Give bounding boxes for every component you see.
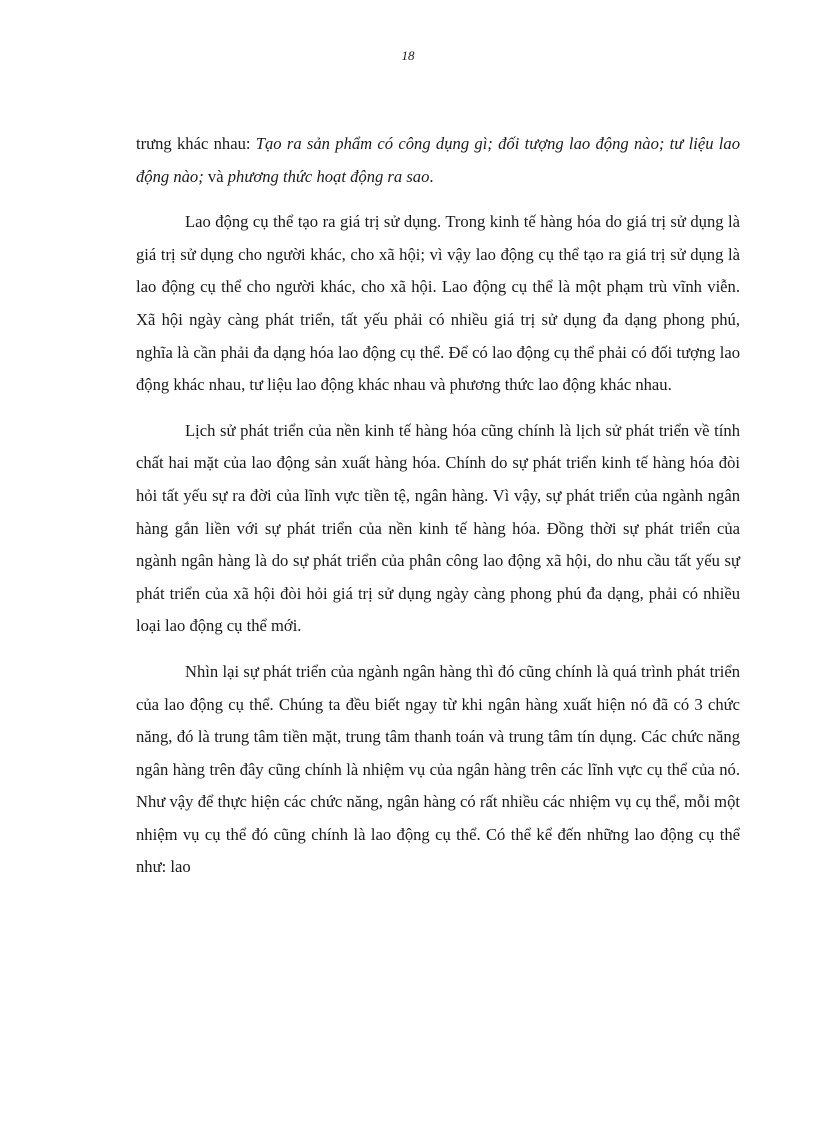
paragraph-1 [136,128,740,193]
body-text [136,128,740,884]
text-segment: Lịch sử phát triển của nền kinh tế hàng hóa cũng chính là lịch sử phát triển về tính chất hai mặt của lao động sản xuất hàng hóa. Chính do sự phát triển kinh tế hàng hóa đòi hỏi tất yếu sự ra đời của lĩnh vực tiền tệ, ngân hàng. Vì vậy, sự phát triển của ngành ngân hàng gắn liền với sự phát triển của nền kinh tế hàng hóa. Đồng thời sự phát triển của ngành ngân hàng là do sự phát triển của phân công lao động xã hội, do nhu cầu tất yếu sự phát triển của xã hội đòi hỏi giá trị sử dụng ngày càng phong phú đa dạng, phải có nhiều loại lao động cụ thể mới. [136,420,740,636]
text-segment-italic: Tạo ra sản phẩm có công dụng gì; đối tượng lao động nào; tư liệu lao động nào; [136,134,741,186]
paragraph-2 [136,206,740,402]
text-segment: Nhìn lại sự phát triển của ngành ngân hàng thì đó cũng chính là quá trình phát triển của lao động cụ thể. Chúng ta đều biết ngay từ khi ngân hàng xuất hiện nó đã có 3 chức năng, đó là trung tâm tiền mặt, trung tâm thanh toán và trung tâm tín dụng. Các chức năng ngân hàng trên đây cũng chính là nhiệm vụ của ngân hàng trên các lĩnh vực cụ thể của nó. Như vậy để thực hiện các chức năng, ngân hàng có rất nhiều các nhiệm vụ cụ thể, mỗi một nhiệm vụ cụ thể đó cũng chính là lao động cụ thể. Có thể kể đến những lao động cụ thể như: lao [136,661,740,877]
paragraph-3 [136,415,740,643]
text-segment: . [429,166,434,186]
paragraph-4 [136,656,740,884]
text-segment: Lao động cụ thể tạo ra giá trị sử dụng. Trong kinh tế hàng hóa do giá trị sử dụng là giá trị sử dụng cho người khác, cho xã hội; vì vậy lao động cụ thể tạo ra giá trị sử dụng là lao động cụ thể cho người khác, cho xã hội. Lao động cụ thể là một phạm trù vĩnh viễn. Xã hội ngày càng phát triển, tất yếu phải có nhiều giá trị sử dụng đa dạng phong phú, nghĩa là cần phải đa dạng hóa lao động cụ thể. Để có lao động cụ thể phải có đối tượng lao động khác nhau, tư liệu lao động khác nhau và phương thức lao động khác nhau. [136,212,740,395]
text-segment: và [203,166,228,186]
text-segment-italic: phương thức hoạt động ra sao [227,166,430,186]
page-number: 18 [401,48,415,63]
text-segment: trưng khác nhau: [136,134,256,153]
